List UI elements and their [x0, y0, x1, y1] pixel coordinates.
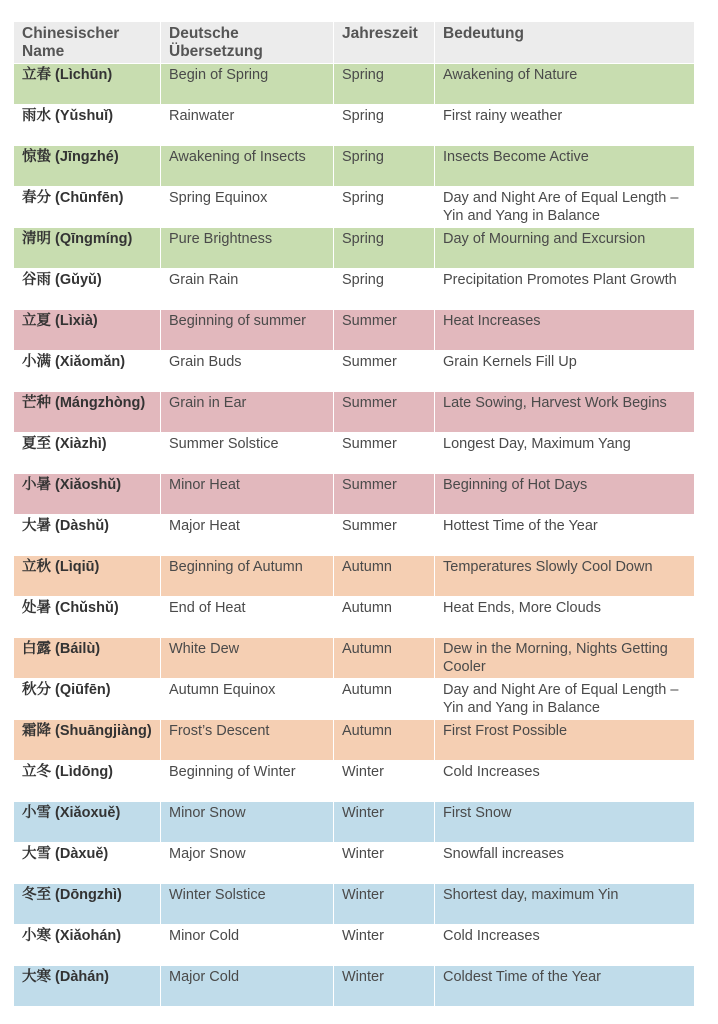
table-row: [14, 843, 694, 884]
cell-german-translation: White Dew: [161, 638, 334, 678]
header-german-translation: Deutsche Übersetzung: [161, 22, 334, 63]
cell-chinese-name: 立冬 (Lìdōng): [14, 761, 161, 801]
cell-meaning: Day and Night Are of Equal Length – Yin and Yang in Balance: [443, 190, 679, 224]
cell-season: Winter: [334, 966, 435, 1006]
cell-season: Autumn: [334, 597, 435, 637]
cell-german-translation: Spring Equinox: [161, 187, 334, 227]
cell-german-translation: Winter Solstice: [161, 884, 334, 924]
table-row: [14, 679, 694, 720]
cell-chinese-name: 谷雨 (Gǔyǔ): [14, 269, 161, 309]
table-row: [14, 187, 694, 228]
cell-german-translation: Minor Cold: [161, 925, 334, 965]
cell-meaning: First Frost Possible: [443, 723, 568, 739]
table-row: [14, 925, 694, 966]
cell-chinese-name: 清明 (Qīngmíng): [14, 228, 161, 268]
table-body: [14, 64, 694, 1006]
cell-german-translation: Major Cold: [161, 966, 334, 1006]
cell-meaning: Day and Night Are of Equal Length – Yin and Yang in Balance: [443, 682, 679, 716]
table-row: [14, 966, 694, 1006]
cell-chinese-name: 芒种 (Mángzhòng): [14, 392, 161, 432]
cell-german-translation: Pure Brightness: [161, 228, 334, 268]
table-row: [14, 351, 694, 392]
table-row: [14, 720, 694, 761]
cell-meaning: Hottest Time of the Year: [443, 518, 598, 534]
cell-meaning: Snowfall increases: [443, 846, 564, 862]
cell-chinese-name: 小满 (Xiǎomǎn): [14, 351, 161, 391]
cell-season: Summer: [334, 310, 435, 350]
cell-chinese-name: 霜降 (Shuāngjiàng): [14, 720, 161, 760]
table-row: [14, 64, 694, 105]
cell-german-translation: Major Heat: [161, 515, 334, 555]
table-row: [14, 269, 694, 310]
table-row: [14, 884, 694, 925]
cell-season: Spring: [334, 228, 435, 268]
cell-season: Summer: [334, 515, 435, 555]
table-row: [14, 146, 694, 187]
cell-chinese-name: 小暑 (Xiǎoshǔ): [14, 474, 161, 514]
cell-german-translation: Frost’s Descent: [161, 720, 334, 760]
cell-season: Autumn: [334, 679, 435, 719]
cell-season: Spring: [334, 187, 435, 227]
cell-season: Spring: [334, 146, 435, 186]
cell-meaning: Insects Become Active: [443, 149, 589, 165]
cell-meaning: Awakening of Nature: [443, 67, 578, 83]
cell-meaning: Heat Ends, More Clouds: [443, 600, 601, 616]
cell-season: Spring: [334, 105, 435, 145]
cell-chinese-name: 小寒 (Xiǎohán): [14, 925, 161, 965]
cell-season: Spring: [334, 269, 435, 309]
cell-chinese-name: 夏至 (Xiàzhì): [14, 433, 161, 473]
header-season: Jahreszeit: [334, 22, 435, 63]
cell-meaning: Cold Increases: [443, 764, 540, 780]
cell-season: Winter: [334, 761, 435, 801]
table-row: [14, 433, 694, 474]
cell-season: Winter: [334, 843, 435, 883]
header-meaning: Bedeutung: [443, 25, 524, 42]
cell-season: Autumn: [334, 638, 435, 678]
header-chinese-name: Chinesischer Name: [14, 22, 161, 63]
cell-chinese-name: 大雪 (Dàxuě): [14, 843, 161, 883]
cell-german-translation: Major Snow: [161, 843, 334, 883]
cell-meaning: Temperatures Slowly Cool Down: [443, 559, 653, 575]
cell-meaning: Beginning of Hot Days: [443, 477, 588, 493]
cell-german-translation: Beginning of Autumn: [161, 556, 334, 596]
cell-season: Summer: [334, 474, 435, 514]
cell-season: Winter: [334, 802, 435, 842]
cell-chinese-name: 白露 (Báilù): [14, 638, 161, 678]
cell-chinese-name: 大寒 (Dàhán): [14, 966, 161, 1006]
cell-season: Autumn: [334, 556, 435, 596]
cell-chinese-name: 处暑 (Chǔshǔ): [14, 597, 161, 637]
table-row: [14, 228, 694, 269]
cell-german-translation: Beginning of summer: [161, 310, 334, 350]
cell-german-translation: End of Heat: [161, 597, 334, 637]
table-row: [14, 474, 694, 515]
cell-chinese-name: 立夏 (Lìxià): [14, 310, 161, 350]
cell-season: Winter: [334, 925, 435, 965]
cell-german-translation: Begin of Spring: [161, 64, 334, 104]
cell-meaning: Heat Increases: [443, 313, 541, 329]
cell-season: Summer: [334, 351, 435, 391]
cell-chinese-name: 雨水 (Yǔshuǐ): [14, 105, 161, 145]
cell-chinese-name: 立春 (Lìchūn): [14, 64, 161, 104]
cell-meaning: Dew in the Morning, Nights Getting Cooler: [443, 641, 668, 675]
cell-season: Autumn: [334, 720, 435, 760]
table-row: [14, 802, 694, 843]
cell-meaning: Late Sowing, Harvest Work Begins: [443, 395, 667, 411]
cell-season: Spring: [334, 64, 435, 104]
cell-chinese-name: 惊蛰 (Jīngzhé): [14, 146, 161, 186]
cell-season: Summer: [334, 392, 435, 432]
cell-german-translation: Awakening of Insects: [161, 146, 334, 186]
cell-german-translation: Rainwater: [161, 105, 334, 145]
table-row: [14, 515, 694, 556]
cell-meaning: Coldest Time of the Year: [443, 969, 601, 985]
cell-chinese-name: 立秋 (Lìqiū): [14, 556, 161, 596]
cell-chinese-name: 大暑 (Dàshǔ): [14, 515, 161, 555]
cell-german-translation: Autumn Equinox: [161, 679, 334, 719]
cell-meaning: Longest Day, Maximum Yang: [443, 436, 631, 452]
cell-german-translation: Beginning of Winter: [161, 761, 334, 801]
cell-german-translation: Grain Buds: [161, 351, 334, 391]
cell-german-translation: Grain Rain: [161, 269, 334, 309]
table-row: [14, 761, 694, 802]
table-row: [14, 392, 694, 433]
table-header: [14, 22, 694, 64]
cell-meaning: Precipitation Promotes Plant Growth: [443, 272, 677, 288]
cell-meaning: Shortest day, maximum Yin: [443, 887, 619, 903]
cell-chinese-name: 春分 (Chūnfēn): [14, 187, 161, 227]
cell-german-translation: Grain in Ear: [161, 392, 334, 432]
cell-meaning: First rainy weather: [443, 108, 563, 124]
cell-german-translation: Minor Snow: [161, 802, 334, 842]
cell-chinese-name: 冬至 (Dōngzhì): [14, 884, 161, 924]
cell-meaning: First Snow: [443, 805, 512, 821]
cell-meaning: Day of Mourning and Excursion: [443, 231, 646, 247]
table-row: [14, 105, 694, 146]
cell-season: Summer: [334, 433, 435, 473]
cell-chinese-name: 小雪 (Xiǎoxuě): [14, 802, 161, 842]
table-row: [14, 638, 694, 679]
table-row: [14, 310, 694, 351]
table-row: [14, 597, 694, 638]
cell-german-translation: Summer Solstice: [161, 433, 334, 473]
cell-chinese-name: 秋分 (Qiūfēn): [14, 679, 161, 719]
cell-german-translation: Minor Heat: [161, 474, 334, 514]
table-row: [14, 556, 694, 597]
cell-meaning: Cold Increases: [443, 928, 540, 944]
cell-season: Winter: [334, 884, 435, 924]
cell-meaning: Grain Kernels Fill Up: [443, 354, 577, 370]
solar-terms-table: [14, 22, 694, 1006]
